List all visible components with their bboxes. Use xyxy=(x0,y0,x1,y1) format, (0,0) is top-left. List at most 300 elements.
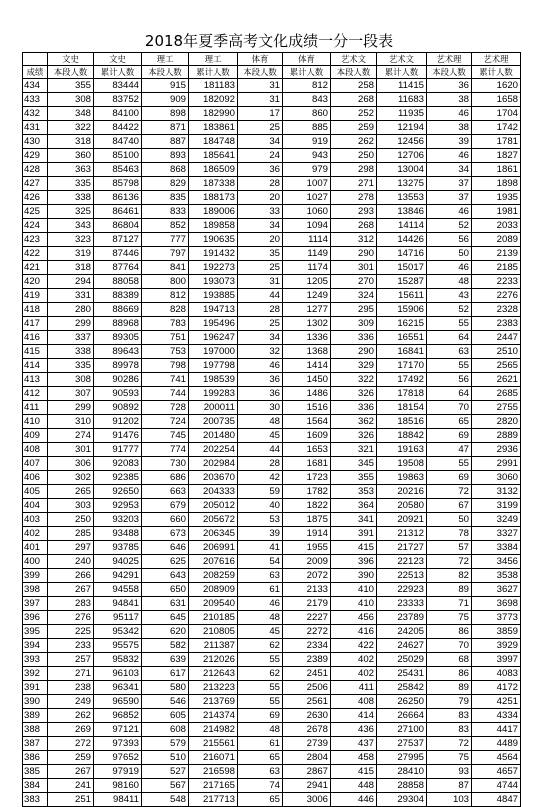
score-cell: 395 xyxy=(23,625,48,639)
count-cell: 3859 xyxy=(472,625,521,639)
count-cell: 69 xyxy=(427,471,472,485)
count-cell: 15906 xyxy=(377,303,427,317)
score-cell: 422 xyxy=(23,247,48,261)
count-cell: 887 xyxy=(142,135,189,149)
count-cell: 64 xyxy=(427,331,472,345)
count-cell: 436 xyxy=(331,723,377,737)
count-cell: 16841 xyxy=(377,345,427,359)
count-cell: 2383 xyxy=(472,317,521,331)
count-cell: 189006 xyxy=(189,205,238,219)
count-cell: 276 xyxy=(48,611,94,625)
count-cell: 97652 xyxy=(94,751,142,765)
count-cell: 2227 xyxy=(283,611,331,625)
count-cell: 78 xyxy=(427,527,472,541)
count-cell: 1861 xyxy=(472,163,521,177)
count-cell: 744 xyxy=(142,387,189,401)
header-cell: 累计人数 xyxy=(472,66,521,79)
count-cell: 72 xyxy=(427,485,472,499)
count-cell: 3698 xyxy=(472,597,521,611)
score-cell: 397 xyxy=(23,597,48,611)
count-cell: 331 xyxy=(48,289,94,303)
count-cell: 2685 xyxy=(472,387,521,401)
table-row xyxy=(23,247,521,261)
header-cell: 累计人数 xyxy=(283,66,331,79)
count-cell: 306 xyxy=(48,457,94,471)
count-cell: 416 xyxy=(331,625,377,639)
table-row xyxy=(23,541,521,555)
count-cell: 54 xyxy=(238,555,283,569)
count-cell: 1516 xyxy=(283,401,331,415)
count-cell: 250 xyxy=(48,513,94,527)
count-cell: 1007 xyxy=(283,177,331,191)
count-cell: 422 xyxy=(331,639,377,653)
score-cell: 390 xyxy=(23,695,48,709)
count-cell: 197000 xyxy=(189,345,238,359)
count-cell: 295 xyxy=(331,303,377,317)
count-cell: 88389 xyxy=(94,289,142,303)
score-cell: 423 xyxy=(23,233,48,247)
count-cell: 189858 xyxy=(189,219,238,233)
count-cell: 22923 xyxy=(377,583,427,597)
count-cell: 89 xyxy=(427,583,472,597)
count-cell: 3773 xyxy=(472,611,521,625)
count-cell: 1060 xyxy=(283,205,331,219)
count-cell: 59 xyxy=(238,485,283,499)
count-cell: 29304 xyxy=(377,793,427,807)
count-cell: 200011 xyxy=(189,401,238,415)
count-cell: 65 xyxy=(238,793,283,807)
count-cell: 204333 xyxy=(189,485,238,499)
count-cell: 3929 xyxy=(472,639,521,653)
count-cell: 1414 xyxy=(283,359,331,373)
count-cell: 44 xyxy=(238,443,283,457)
count-cell: 1955 xyxy=(283,541,331,555)
count-cell: 25 xyxy=(238,317,283,331)
count-cell: 39 xyxy=(427,135,472,149)
count-cell: 62 xyxy=(238,639,283,653)
table-row xyxy=(23,639,521,653)
count-cell: 660 xyxy=(142,513,189,527)
score-cell: 404 xyxy=(23,499,48,513)
count-cell: 46 xyxy=(427,205,472,219)
count-cell: 191432 xyxy=(189,247,238,261)
count-cell: 268 xyxy=(331,93,377,107)
score-cell: 426 xyxy=(23,191,48,205)
table-row xyxy=(23,457,521,471)
count-cell: 50 xyxy=(427,247,472,261)
table-row xyxy=(23,765,521,779)
count-cell: 43 xyxy=(427,289,472,303)
count-cell: 95575 xyxy=(94,639,142,653)
table-row xyxy=(23,569,521,583)
count-cell: 28 xyxy=(238,457,283,471)
count-cell: 257 xyxy=(48,653,94,667)
count-cell: 310 xyxy=(48,415,94,429)
count-cell: 197798 xyxy=(189,359,238,373)
count-cell: 645 xyxy=(142,611,189,625)
count-cell: 24205 xyxy=(377,625,427,639)
count-cell: 2139 xyxy=(472,247,521,261)
count-cell: 86804 xyxy=(94,219,142,233)
count-cell: 458 xyxy=(331,751,377,765)
score-cell: 415 xyxy=(23,345,48,359)
count-cell: 4657 xyxy=(472,765,521,779)
count-cell: 3997 xyxy=(472,653,521,667)
count-cell: 1620 xyxy=(472,79,521,93)
count-cell: 2867 xyxy=(283,765,331,779)
count-cell: 18516 xyxy=(377,415,427,429)
score-cell: 428 xyxy=(23,163,48,177)
count-cell: 38 xyxy=(427,121,472,135)
header-cell: 文史 xyxy=(48,53,94,66)
count-cell: 800 xyxy=(142,275,189,289)
count-cell: 868 xyxy=(142,163,189,177)
count-cell: 301 xyxy=(48,443,94,457)
count-cell: 213769 xyxy=(189,695,238,709)
score-cell: 427 xyxy=(23,177,48,191)
count-cell: 52 xyxy=(427,219,472,233)
count-cell: 298 xyxy=(331,163,377,177)
count-cell: 730 xyxy=(142,457,189,471)
count-cell: 85463 xyxy=(94,163,142,177)
count-cell: 12194 xyxy=(377,121,427,135)
count-cell: 13275 xyxy=(377,177,427,191)
count-cell: 2389 xyxy=(283,653,331,667)
count-cell: 4489 xyxy=(472,737,521,751)
table-row xyxy=(23,709,521,723)
count-cell: 188173 xyxy=(189,191,238,205)
count-cell: 193885 xyxy=(189,289,238,303)
count-cell: 75 xyxy=(427,611,472,625)
count-cell: 2089 xyxy=(472,233,521,247)
count-cell: 3132 xyxy=(472,485,521,499)
count-cell: 266 xyxy=(48,569,94,583)
count-cell: 415 xyxy=(331,541,377,555)
count-cell: 63 xyxy=(238,569,283,583)
count-cell: 217165 xyxy=(189,779,238,793)
count-cell: 341 xyxy=(331,513,377,527)
count-cell: 28858 xyxy=(377,779,427,793)
table-row xyxy=(23,149,521,163)
count-cell: 24 xyxy=(238,149,283,163)
count-cell: 25029 xyxy=(377,653,427,667)
count-cell: 44 xyxy=(238,289,283,303)
count-cell: 88058 xyxy=(94,275,142,289)
count-cell: 841 xyxy=(142,261,189,275)
count-cell: 31 xyxy=(238,79,283,93)
count-cell: 20216 xyxy=(377,485,427,499)
count-cell: 70 xyxy=(427,401,472,415)
count-cell: 69 xyxy=(427,429,472,443)
document-title: 2018年夏季高考文化成绩一分一段表 xyxy=(144,32,394,50)
header-cell: 体育 xyxy=(283,53,331,66)
count-cell: 2510 xyxy=(472,345,521,359)
count-cell: 2233 xyxy=(472,275,521,289)
count-cell: 55 xyxy=(427,359,472,373)
count-cell: 94025 xyxy=(94,555,142,569)
count-cell: 52 xyxy=(427,303,472,317)
count-cell: 86 xyxy=(427,667,472,681)
count-cell: 3006 xyxy=(283,793,331,807)
count-cell: 646 xyxy=(142,541,189,555)
count-cell: 90892 xyxy=(94,401,142,415)
count-cell: 186509 xyxy=(189,163,238,177)
count-cell: 402 xyxy=(331,667,377,681)
count-cell: 26664 xyxy=(377,709,427,723)
count-cell: 1336 xyxy=(283,331,331,345)
count-cell: 199283 xyxy=(189,387,238,401)
table-row xyxy=(23,793,521,807)
count-cell: 88968 xyxy=(94,317,142,331)
count-cell: 679 xyxy=(142,499,189,513)
count-cell: 1486 xyxy=(283,387,331,401)
count-cell: 617 xyxy=(142,667,189,681)
count-cell: 294 xyxy=(48,275,94,289)
count-cell: 567 xyxy=(142,779,189,793)
count-cell: 95117 xyxy=(94,611,142,625)
count-cell: 96103 xyxy=(94,667,142,681)
count-cell: 579 xyxy=(142,737,189,751)
count-cell: 93 xyxy=(427,765,472,779)
count-cell: 2072 xyxy=(283,569,331,583)
table-row xyxy=(23,485,521,499)
count-cell: 93785 xyxy=(94,541,142,555)
header-cell: 本段人数 xyxy=(238,66,283,79)
header-row-category xyxy=(23,53,521,66)
count-cell: 57 xyxy=(427,541,472,555)
count-cell: 4744 xyxy=(472,779,521,793)
count-cell: 25431 xyxy=(377,667,427,681)
score-cell: 406 xyxy=(23,471,48,485)
count-cell: 31 xyxy=(238,93,283,107)
count-cell: 182092 xyxy=(189,93,238,107)
count-cell: 209540 xyxy=(189,597,238,611)
header-cell: 艺术文 xyxy=(331,53,377,66)
table-row xyxy=(23,191,521,205)
score-cell: 432 xyxy=(23,107,48,121)
count-cell: 336 xyxy=(331,331,377,345)
count-cell: 1827 xyxy=(472,149,521,163)
count-cell: 414 xyxy=(331,709,377,723)
count-cell: 353 xyxy=(331,485,377,499)
count-cell: 271 xyxy=(331,177,377,191)
score-cell: 433 xyxy=(23,93,48,107)
count-cell: 391 xyxy=(331,527,377,541)
count-cell: 233 xyxy=(48,639,94,653)
count-cell: 860 xyxy=(283,107,331,121)
header-cell: 艺术理 xyxy=(472,53,521,66)
count-cell: 47 xyxy=(427,443,472,457)
count-cell: 46 xyxy=(427,107,472,121)
count-cell: 259 xyxy=(48,751,94,765)
count-cell: 94558 xyxy=(94,583,142,597)
count-cell: 2804 xyxy=(283,751,331,765)
count-cell: 61 xyxy=(238,737,283,751)
count-cell: 92083 xyxy=(94,457,142,471)
table-row xyxy=(23,387,521,401)
count-cell: 751 xyxy=(142,331,189,345)
count-cell: 258 xyxy=(331,79,377,93)
table-row xyxy=(23,681,521,695)
table-row xyxy=(23,667,521,681)
count-cell: 65 xyxy=(427,415,472,429)
count-cell: 46 xyxy=(238,359,283,373)
header-cell: 理工 xyxy=(142,53,189,66)
count-cell: 309 xyxy=(331,317,377,331)
count-cell: 185641 xyxy=(189,149,238,163)
count-cell: 217713 xyxy=(189,793,238,807)
count-cell: 28 xyxy=(238,303,283,317)
score-cell: 421 xyxy=(23,261,48,275)
count-cell: 88669 xyxy=(94,303,142,317)
count-cell: 898 xyxy=(142,107,189,121)
count-cell: 285 xyxy=(48,527,94,541)
count-cell: 45 xyxy=(238,625,283,639)
count-cell: 259 xyxy=(331,121,377,135)
count-cell: 97393 xyxy=(94,737,142,751)
table-row xyxy=(23,471,521,485)
count-cell: 2889 xyxy=(472,429,521,443)
count-cell: 2133 xyxy=(283,583,331,597)
count-cell: 25 xyxy=(238,121,283,135)
score-cell: 409 xyxy=(23,429,48,443)
count-cell: 267 xyxy=(48,583,94,597)
header-cell: 体育 xyxy=(238,53,283,66)
count-cell: 293 xyxy=(331,205,377,219)
count-cell: 96590 xyxy=(94,695,142,709)
count-cell: 70 xyxy=(427,639,472,653)
count-cell: 871 xyxy=(142,121,189,135)
count-cell: 262 xyxy=(331,135,377,149)
table-row xyxy=(23,373,521,387)
count-cell: 1027 xyxy=(283,191,331,205)
count-cell: 89643 xyxy=(94,345,142,359)
score-cell: 414 xyxy=(23,359,48,373)
count-cell: 201480 xyxy=(189,429,238,443)
count-cell: 338 xyxy=(48,191,94,205)
count-cell: 240 xyxy=(48,555,94,569)
count-cell: 20921 xyxy=(377,513,427,527)
count-cell: 83 xyxy=(427,723,472,737)
count-cell: 1782 xyxy=(283,485,331,499)
count-cell: 4083 xyxy=(472,667,521,681)
table-body xyxy=(23,79,521,807)
count-cell: 1658 xyxy=(472,93,521,107)
count-cell: 631 xyxy=(142,597,189,611)
score-cell: 412 xyxy=(23,387,48,401)
count-cell: 63 xyxy=(238,765,283,779)
count-cell: 55 xyxy=(238,695,283,709)
count-cell: 38 xyxy=(427,93,472,107)
count-cell: 82 xyxy=(427,569,472,583)
count-cell: 13553 xyxy=(377,191,427,205)
count-cell: 91777 xyxy=(94,443,142,457)
count-cell: 83444 xyxy=(94,79,142,93)
count-cell: 774 xyxy=(142,443,189,457)
count-cell: 2451 xyxy=(283,667,331,681)
count-cell: 829 xyxy=(142,177,189,191)
count-cell: 1681 xyxy=(283,457,331,471)
count-cell: 390 xyxy=(331,569,377,583)
score-cell: 405 xyxy=(23,485,48,499)
count-cell: 216598 xyxy=(189,765,238,779)
count-cell: 4251 xyxy=(472,695,521,709)
count-cell: 2561 xyxy=(283,695,331,709)
header-cell: 本段人数 xyxy=(427,66,472,79)
count-cell: 343 xyxy=(48,219,94,233)
count-cell: 919 xyxy=(283,135,331,149)
count-cell: 84100 xyxy=(94,107,142,121)
score-cell: 425 xyxy=(23,205,48,219)
table-row xyxy=(23,163,521,177)
count-cell: 187338 xyxy=(189,177,238,191)
table-row xyxy=(23,415,521,429)
count-cell: 98411 xyxy=(94,793,142,807)
count-cell: 2630 xyxy=(283,709,331,723)
count-cell: 828 xyxy=(142,303,189,317)
count-cell: 324 xyxy=(331,289,377,303)
count-cell: 302 xyxy=(48,471,94,485)
count-cell: 181183 xyxy=(189,79,238,93)
score-cell: 430 xyxy=(23,135,48,149)
count-cell: 3627 xyxy=(472,583,521,597)
count-cell: 93203 xyxy=(94,513,142,527)
count-cell: 11415 xyxy=(377,79,427,93)
count-cell: 2506 xyxy=(283,681,331,695)
count-cell: 213223 xyxy=(189,681,238,695)
count-cell: 355 xyxy=(331,471,377,485)
count-cell: 210185 xyxy=(189,611,238,625)
count-cell: 885 xyxy=(283,121,331,135)
count-cell: 1781 xyxy=(472,135,521,149)
count-cell: 50 xyxy=(427,513,472,527)
score-cell: 388 xyxy=(23,723,48,737)
count-cell: 202984 xyxy=(189,457,238,471)
table-row xyxy=(23,401,521,415)
count-cell: 18154 xyxy=(377,401,427,415)
score-cell: 413 xyxy=(23,373,48,387)
table-row xyxy=(23,289,521,303)
count-cell: 812 xyxy=(283,79,331,93)
count-cell: 2565 xyxy=(472,359,521,373)
count-cell: 238 xyxy=(48,681,94,695)
header-cell: 本段人数 xyxy=(331,66,377,79)
count-cell: 325 xyxy=(48,205,94,219)
count-cell: 79 xyxy=(427,695,472,709)
count-cell: 2328 xyxy=(472,303,521,317)
count-cell: 979 xyxy=(283,163,331,177)
count-cell: 20 xyxy=(238,233,283,247)
score-cell: 408 xyxy=(23,443,48,457)
count-cell: 724 xyxy=(142,415,189,429)
count-cell: 72 xyxy=(427,555,472,569)
count-cell: 297 xyxy=(48,541,94,555)
score-cell: 400 xyxy=(23,555,48,569)
count-cell: 89305 xyxy=(94,331,142,345)
count-cell: 326 xyxy=(331,387,377,401)
count-cell: 337 xyxy=(48,331,94,345)
count-cell: 909 xyxy=(142,93,189,107)
count-cell: 777 xyxy=(142,233,189,247)
count-cell: 194713 xyxy=(189,303,238,317)
count-cell: 31 xyxy=(238,275,283,289)
count-cell: 61 xyxy=(238,583,283,597)
count-cell: 90593 xyxy=(94,387,142,401)
count-cell: 290 xyxy=(331,247,377,261)
score-cell: 402 xyxy=(23,527,48,541)
count-cell: 415 xyxy=(331,765,377,779)
count-cell: 408 xyxy=(331,695,377,709)
